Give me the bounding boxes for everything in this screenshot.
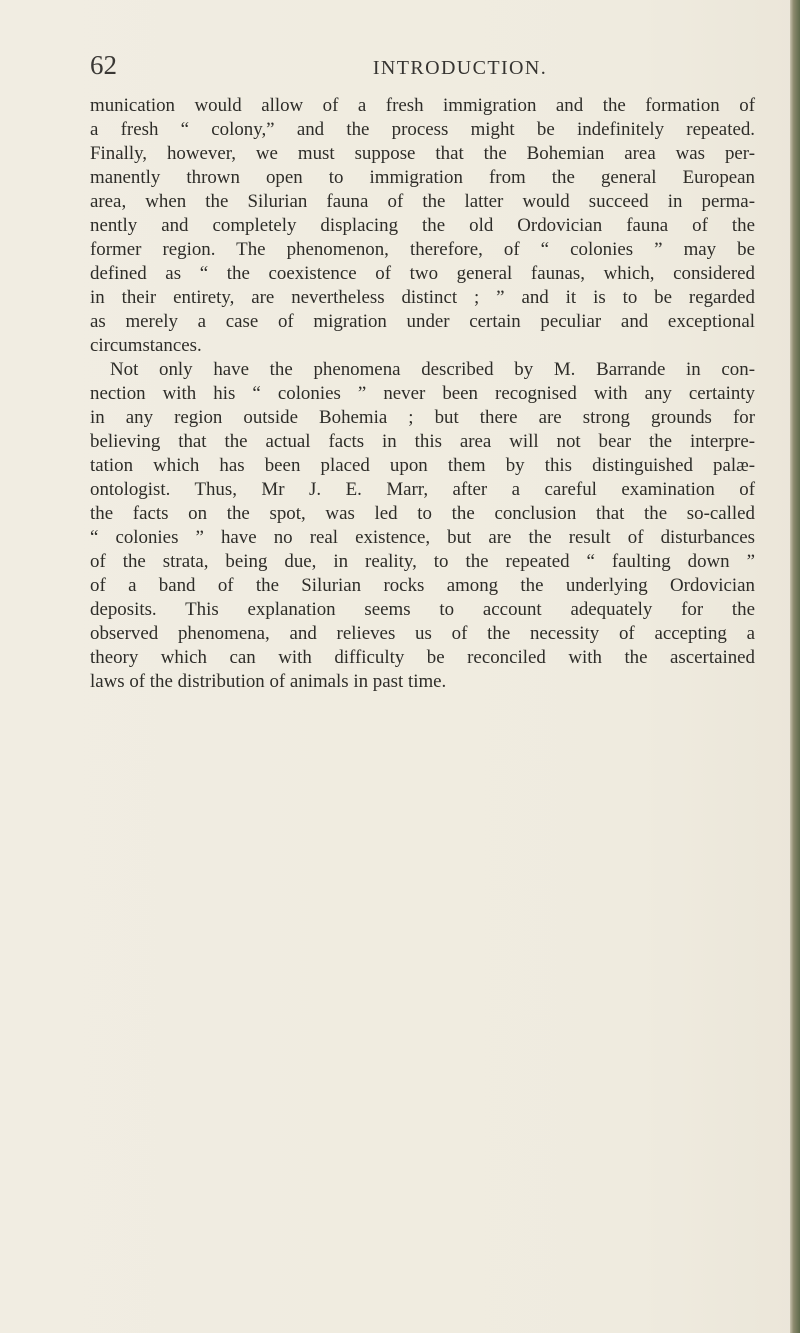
paragraph-1 xyxy=(90,94,755,358)
text-line: Finally, however, we must suppose that the Bohemian area was per- xyxy=(90,143,755,164)
text-line: Not only have the phenomena described by M. Barrande in con- xyxy=(110,359,755,380)
text-line: observed phenomena, and relieves us of the necessity of accepting a xyxy=(90,623,755,644)
text-line: a fresh “ colony,” and the process might be indefinitely repeated. xyxy=(90,119,755,140)
text-line: of the strata, being due, in reality, to the repeated “ faulting down ” xyxy=(90,551,755,572)
text-line: munication would allow of a fresh immigration and the formation of xyxy=(90,95,755,116)
text-line: as merely a case of migration under certain peculiar and exceptional xyxy=(90,311,755,332)
text-line: in their entirety, are nevertheless distinct ; ” and it is to be regarded xyxy=(90,287,755,308)
text-line: nection with his “ colonies ” never been recognised with any certainty xyxy=(90,383,755,404)
text-line: tation which has been placed upon them by this distinguished palæ- xyxy=(90,455,755,476)
text-line: area, when the Silurian fauna of the latter would succeed in perma- xyxy=(90,191,755,212)
text-line: nently and completely displacing the old Ordovician fauna of the xyxy=(90,215,755,236)
text-line: of a band of the Silurian rocks among the underlying Ordovician xyxy=(90,575,755,596)
body-text xyxy=(90,94,755,694)
text-line: the facts on the spot, was led to the conclusion that the so-called xyxy=(90,503,755,524)
text-line: manently thrown open to immigration from the general European xyxy=(90,167,755,188)
page-number: 62 xyxy=(90,50,117,80)
text-line: in any region outside Bohemia ; but there are strong grounds for xyxy=(90,407,755,428)
text-line: “ colonies ” have no real existence, but are the result of disturbances xyxy=(90,527,755,548)
text-line: theory which can with difficulty be reconciled with the ascertained xyxy=(90,647,755,668)
text-line: believing that the actual facts in this area will not bear the interpre- xyxy=(90,431,755,452)
text-line: laws of the distribution of animals in past time. xyxy=(90,671,447,692)
text-line: defined as “ the coexistence of two general faunas, which, considered xyxy=(90,263,755,284)
page-edge xyxy=(790,0,800,1333)
paragraph-2 xyxy=(90,358,755,694)
text-line: former region. The phenomenon, therefore, of “ colonies ” may be xyxy=(90,239,755,260)
running-title: INTRODUCTION. xyxy=(372,57,548,79)
text-line: ontologist. Thus, Mr J. E. Marr, after a careful examination of xyxy=(90,479,755,500)
text-line: deposits. This explanation seems to account adequately for the xyxy=(90,599,755,620)
page-header xyxy=(90,50,764,86)
text-line: circumstances. xyxy=(90,335,202,356)
